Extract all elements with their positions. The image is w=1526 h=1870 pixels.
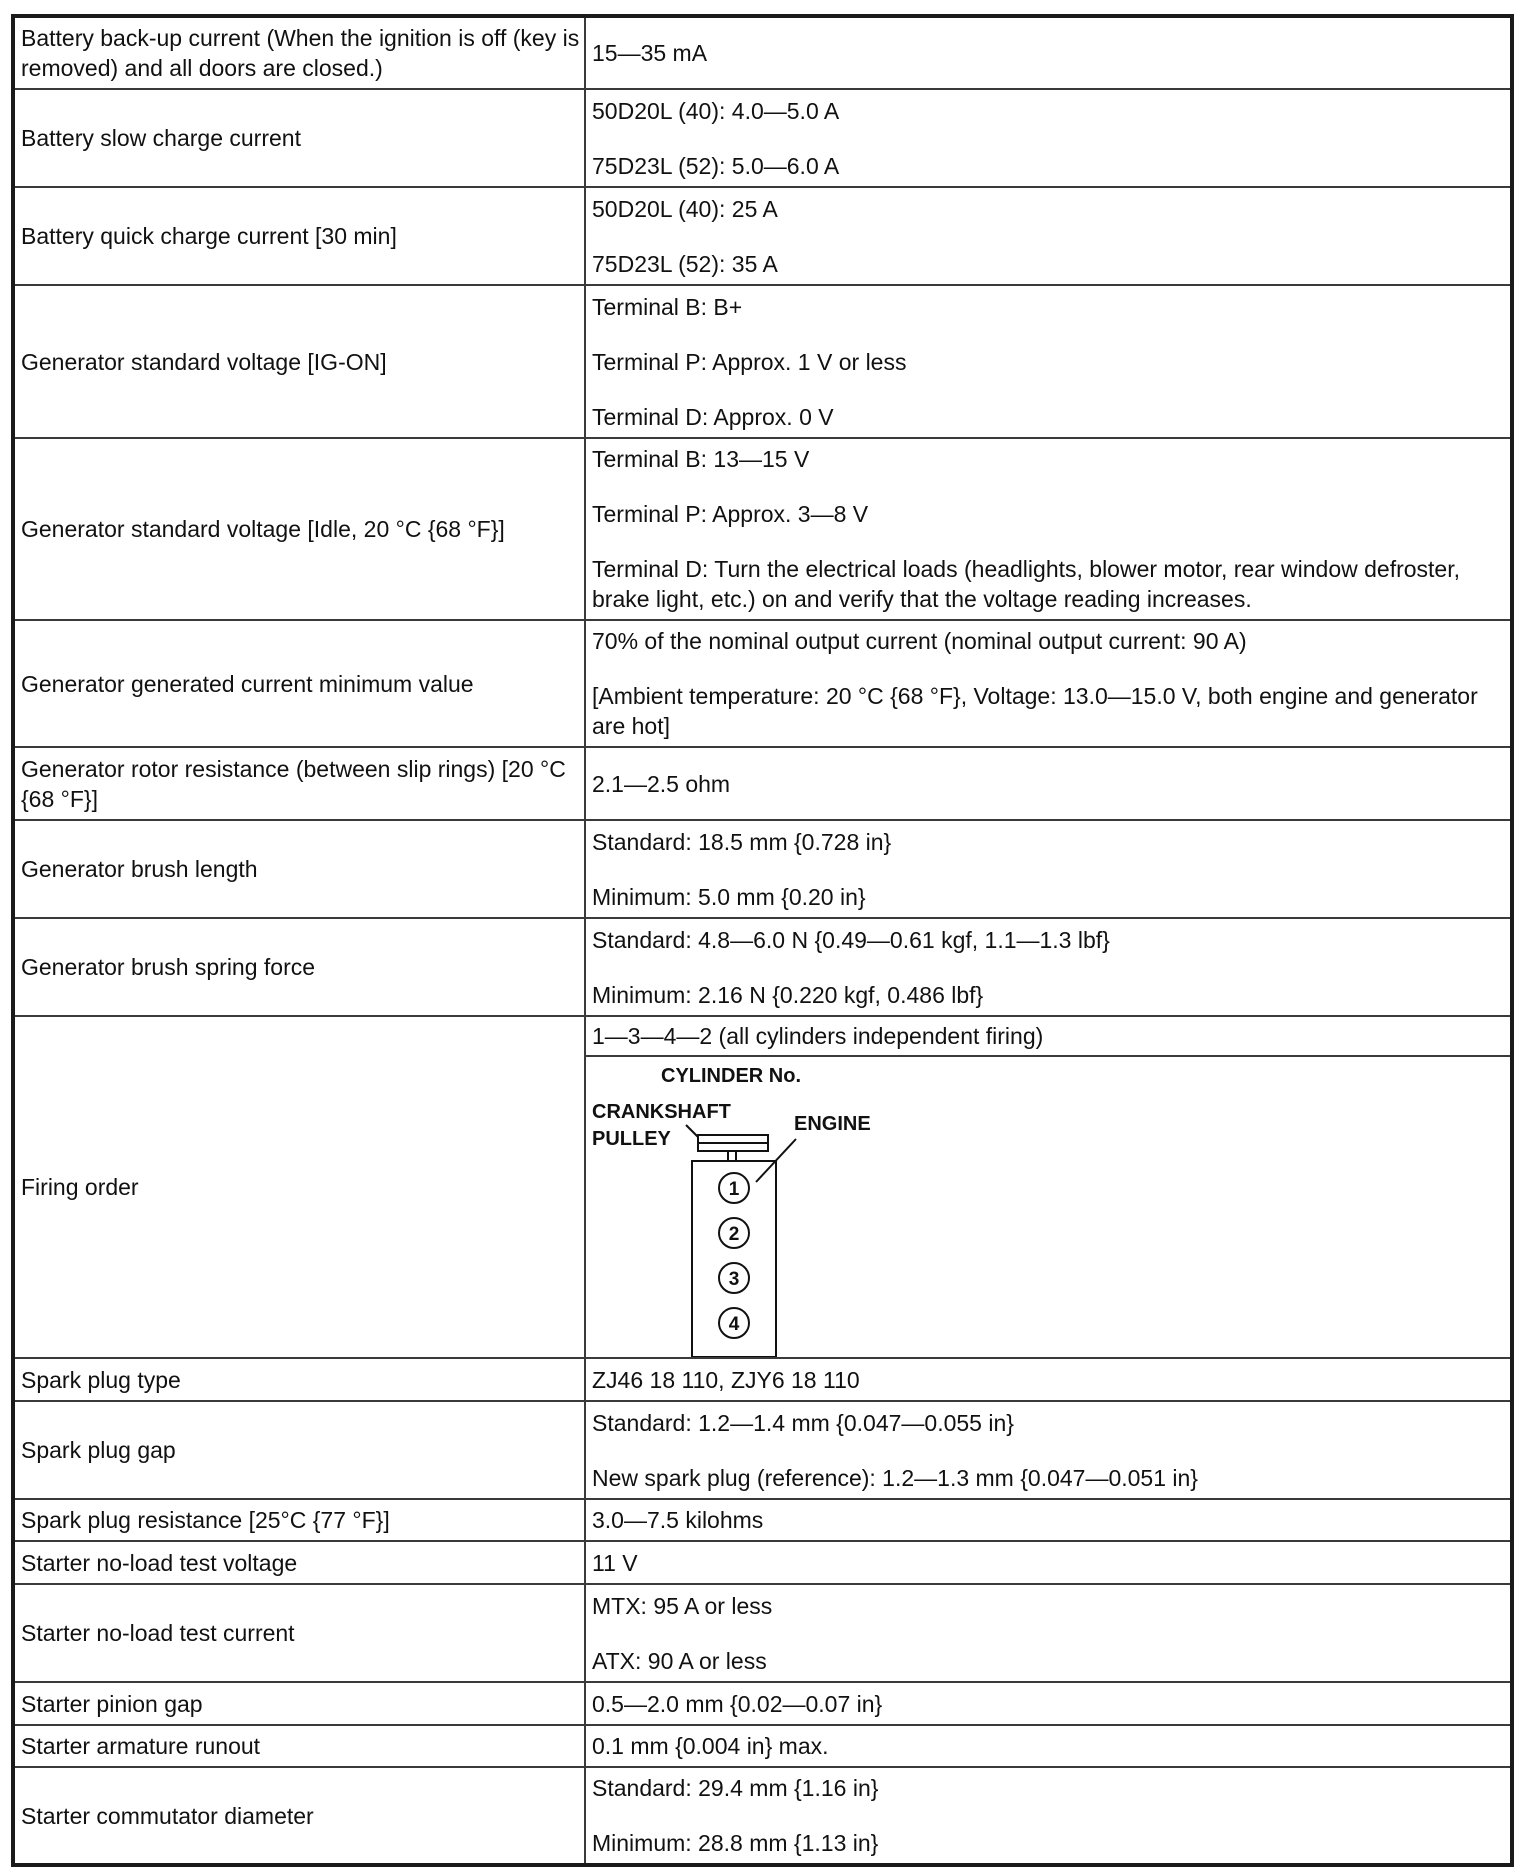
table-row: [13, 1401, 1512, 1499]
table-row: [13, 820, 1512, 918]
table-row: [13, 187, 1512, 285]
spec-label: Generator rotor resistance (between slip rings) [20 °C {68 °F}]: [13, 747, 585, 820]
spec-value-line: 15—35 mA: [592, 40, 708, 66]
spec-label: Spark plug type: [13, 1358, 585, 1401]
spec-value: [585, 1767, 1512, 1865]
table-row: [13, 1541, 1512, 1584]
cylinder-no-label: CYLINDER No.: [661, 1065, 801, 1087]
spec-value-line: Terminal D: Approx. 0 V: [592, 403, 834, 430]
spec-value-line: 1—3—4—2 (all cylinders independent firing): [592, 1023, 1044, 1049]
table-row: [13, 438, 1512, 620]
table-row: [13, 285, 1512, 438]
table-row: [13, 1358, 1512, 1401]
spec-value: [585, 1541, 1512, 1584]
spec-label: Battery back-up current (When the ignition is off (key is removed) and all doors are closed.): [13, 16, 585, 89]
spec-value: [585, 1725, 1512, 1767]
spec-value-line: 11 V: [592, 1549, 638, 1576]
cylinder-number: 3: [728, 1269, 740, 1290]
spec-value: [585, 1016, 1512, 1056]
spec-value-line: ZJ46 18 110, ZJY6 18 110: [592, 1366, 860, 1393]
spec-value-line: Terminal B: B+: [592, 293, 743, 320]
spec-value: [585, 285, 1512, 438]
crankshaft-label: CRANKSHAFT: [592, 1101, 731, 1123]
spec-value-line: Terminal B: 13—15 V: [592, 446, 810, 472]
spec-label: Generator generated current minimum value: [13, 620, 585, 747]
spec-value-line: 75D23L (52): 35 A: [592, 250, 778, 277]
spec-value-line: New spark plug (reference): 1.2—1.3 mm {0.047—0.051 in}: [592, 1464, 1198, 1491]
spec-value: [585, 747, 1512, 820]
cylinder-number: 2: [728, 1224, 740, 1245]
spec-label: Spark plug gap: [13, 1401, 585, 1499]
spec-value-line: 70% of the nominal output current (nominal output current: 90 A): [592, 628, 1247, 654]
table-row: [13, 89, 1512, 187]
spec-label: Starter commutator diameter: [13, 1767, 585, 1865]
cylinder-number: 4: [728, 1314, 740, 1335]
spec-value: [585, 1499, 1512, 1541]
spec-value-line: 75D23L (52): 5.0—6.0 A: [592, 152, 840, 179]
table-row: [13, 1584, 1512, 1682]
spec-value-line: Standard: 1.2—1.4 mm {0.047—0.055 in}: [592, 1409, 1014, 1436]
spec-value-line: Minimum: 28.8 mm {1.13 in}: [592, 1830, 879, 1856]
spec-label: Battery slow charge current: [13, 89, 585, 187]
spec-value: [585, 438, 1512, 620]
spec-label: Firing order: [13, 1016, 585, 1358]
pulley-leader-line: [686, 1125, 698, 1137]
engine-label: ENGINE: [794, 1113, 871, 1135]
firing-order-diagram: [586, 1057, 1526, 1357]
spec-value-line: [Ambient temperature: 20 °C {68 °F}, Voltage: 13.0—15.0 V, both engine and generator are hot]: [592, 683, 1478, 739]
pulley-shaft: [728, 1151, 736, 1161]
spec-value-line: 2.1—2.5 ohm: [592, 770, 731, 797]
cylinder-4: [719, 1308, 749, 1338]
spec-value: [585, 187, 1512, 285]
spec-label: Generator standard voltage [Idle, 20 °C {68 °F}]: [13, 438, 585, 620]
spec-label: Spark plug resistance [25°C {77 °F}]: [13, 1499, 585, 1541]
spec-value: [585, 1682, 1512, 1725]
spec-label: Generator brush length: [13, 820, 585, 918]
spec-value-line: 50D20L (40): 25 A: [592, 195, 778, 222]
spec-value-line: 0.5—2.0 mm {0.02—0.07 in}: [592, 1690, 883, 1717]
spec-value-line: Minimum: 2.16 N {0.220 kgf, 0.486 lbf}: [592, 981, 984, 1008]
spec-value-line: 3.0—7.5 kilohms: [592, 1507, 764, 1533]
spec-value-line: Standard: 4.8—6.0 N {0.49—0.61 kgf, 1.1—1.3 lbf}: [592, 926, 1110, 953]
spec-value: [585, 16, 1512, 89]
spec-label: Starter no-load test current: [13, 1584, 585, 1682]
spec-value-line: 50D20L (40): 4.0—5.0 A: [592, 97, 840, 124]
spec-label: Starter pinion gap: [13, 1682, 585, 1725]
table-row: [13, 1725, 1512, 1767]
spec-label: Starter armature runout: [13, 1725, 585, 1767]
firing-order-diagram-cell: [585, 1056, 1512, 1358]
cylinder-3: [719, 1263, 749, 1293]
spec-label: Starter no-load test voltage: [13, 1541, 585, 1584]
table-row: [13, 16, 1512, 89]
cylinder-1: [719, 1173, 749, 1203]
spec-value-line: MTX: 95 A or less: [592, 1592, 773, 1619]
table-row: [13, 1682, 1512, 1725]
table-row: [13, 1499, 1512, 1541]
table-row: [13, 1767, 1512, 1865]
table-row: [13, 1016, 1512, 1056]
spec-value-line: Terminal P: Approx. 1 V or less: [592, 348, 907, 375]
spec-label: Generator standard voltage [IG-ON]: [13, 285, 585, 438]
spec-value: [585, 1401, 1512, 1499]
spec-label: Generator brush spring force: [13, 918, 585, 1016]
spec-value-line: Terminal D: Turn the electrical loads (headlights, blower motor, rear window defroster, brake light, etc.) on and verify that the voltage reading increases.: [592, 556, 1461, 612]
table-row: [13, 620, 1512, 747]
pulley-label: PULLEY: [592, 1128, 671, 1150]
spec-value: [585, 820, 1512, 918]
spec-value-line: 0.1 mm {0.004 in} max.: [592, 1733, 829, 1759]
spec-value: [585, 1358, 1512, 1401]
spec-value-line: ATX: 90 A or less: [592, 1647, 767, 1674]
spec-value: [585, 620, 1512, 747]
specifications-table: [11, 14, 1514, 1867]
spec-value-line: Standard: 18.5 mm {0.728 in}: [592, 828, 892, 855]
cylinder-number: 1: [728, 1179, 740, 1200]
spec-value: [585, 89, 1512, 187]
spec-value-line: Terminal P: Approx. 3—8 V: [592, 501, 869, 527]
spec-value-line: Minimum: 5.0 mm {0.20 in}: [592, 883, 866, 910]
table-row: [13, 918, 1512, 1016]
cylinder-2: [719, 1218, 749, 1248]
spec-value: [585, 1584, 1512, 1682]
spec-value: [585, 918, 1512, 1016]
table-row: [13, 747, 1512, 820]
spec-label: Battery quick charge current [30 min]: [13, 187, 585, 285]
spec-value-line: Standard: 29.4 mm {1.16 in}: [592, 1775, 879, 1801]
